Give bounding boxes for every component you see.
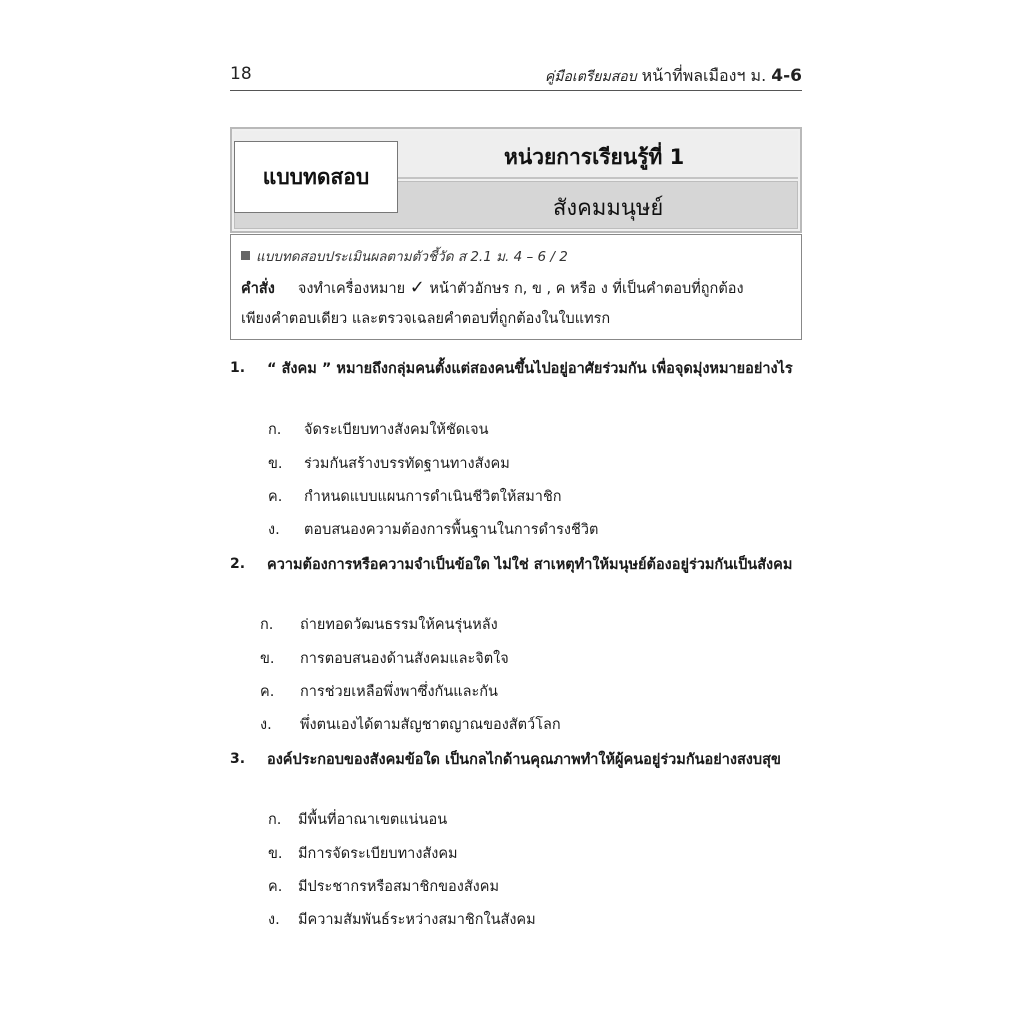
option-1-a[interactable] — [268, 418, 489, 441]
option-text: มีการจัดระเบียบทางสังคม — [298, 846, 458, 862]
option-letter: ก. — [260, 617, 274, 633]
option-2-b[interactable] — [260, 647, 509, 670]
instruction-line-2: เพียงคำตอบเดียว และตรวจเฉลยคำตอบที่ถูกต้องในใบแทรก — [241, 311, 611, 327]
question-text: ความต้องการหรือความจำเป็นข้อใด ไม่ใช่ สาเหตุทำให้มนุษย์ต้องอยู่ร่วมกันเป็นสังคม — [267, 557, 793, 573]
option-2-c[interactable] — [260, 680, 498, 703]
option-letter: ข. — [268, 846, 283, 862]
page-number: 18 — [230, 64, 252, 84]
option-3-c[interactable] — [268, 875, 499, 898]
option-letter: ก. — [268, 422, 282, 438]
unit-topic: สังคมมนุษย์ — [553, 196, 664, 221]
option-letter: ง. — [268, 912, 280, 928]
option-letter: ข. — [260, 651, 275, 667]
option-letter: ข. — [268, 456, 283, 472]
option-text: พึ่งตนเองได้ตามสัญชาตญาณของสัตว์โลก — [300, 717, 561, 733]
question-text: “ สังคม ” หมายถึงกลุ่มคนตั้งแต่สองคนขึ้นไปอยู่อาศัยร่วมกัน เพื่อจุดมุ่งหมายอย่างไร — [267, 361, 793, 377]
book-grade: 4-6 — [771, 66, 802, 86]
option-letter: ง. — [268, 522, 280, 538]
option-text: มีประชากรหรือสมาชิกของสังคม — [298, 879, 500, 895]
page-header — [230, 62, 802, 91]
option-text: ร่วมกันสร้างบรรทัดฐานทางสังคม — [304, 456, 510, 472]
unit-number: หน่วยการเรียนรู้ที่ 1 — [504, 145, 685, 169]
instruction-text-b: หน้าตัวอักษร ก, ข , ค หรือ ง ที่เป็นคำตอบที่ถูกต้อง — [429, 281, 744, 297]
option-1-b[interactable] — [268, 452, 510, 475]
test-label-box — [234, 141, 398, 213]
question-number: 3. — [230, 751, 246, 767]
instruction-text-a: จงทำเครื่องหมาย — [297, 281, 406, 297]
option-text: การช่วยเหลือพึ่งพาซึ่งกันและกัน — [300, 684, 498, 700]
indicator-line — [241, 245, 568, 267]
indicator-text: แบบทดสอบประเมินผลตามตัวชี้วัด ส 2.1 ม. 4 – 6 / 2 — [256, 249, 568, 265]
question-number: 2. — [230, 556, 246, 572]
test-label: แบบทดสอบ — [262, 164, 370, 189]
option-2-a[interactable] — [260, 613, 498, 636]
instruction-line-1 — [241, 277, 744, 300]
question-number: 1. — [230, 360, 246, 376]
option-3-d[interactable] — [268, 908, 536, 931]
option-text: ถ่ายทอดวัฒนธรรมให้คนรุ่นหลัง — [300, 617, 498, 633]
instructions-box — [230, 234, 802, 340]
book-series: คู่มือเตรียมสอบ — [544, 69, 637, 85]
option-text: มีความสัมพันธ์ระหว่างสมาชิกในสังคม — [298, 912, 536, 928]
book-subject: หน้าที่พลเมืองฯ ม. — [641, 66, 767, 85]
option-text: การตอบสนองด้านสังคมและจิตใจ — [300, 651, 509, 667]
option-1-d[interactable] — [268, 518, 598, 541]
option-letter: ก. — [268, 812, 282, 828]
square-bullet-icon — [241, 251, 250, 260]
command-label: คำสั่ง — [241, 281, 275, 297]
question-text: องค์ประกอบของสังคมข้อใด เป็นกลไกด้านคุณภาพทำให้ผู้คนอยู่ร่วมกันอย่างสงบสุข — [267, 752, 781, 768]
option-text: กำหนดแบบแผนการดำเนินชีวิตให้สมาชิก — [304, 489, 562, 505]
option-letter: ค. — [260, 684, 275, 700]
option-text: มีพื้นที่อาณาเขตแน่นอน — [298, 812, 448, 828]
book-title — [545, 64, 802, 89]
option-3-b[interactable] — [268, 842, 458, 865]
option-1-c[interactable] — [268, 485, 562, 508]
option-text: ตอบสนองความต้องการพื้นฐานในการดำรงชีวิต — [304, 522, 599, 538]
option-letter: ค. — [268, 489, 283, 505]
option-3-a[interactable] — [268, 808, 447, 831]
option-text: จัดระเบียบทางสังคมให้ชัดเจน — [304, 422, 489, 438]
option-letter: ง. — [260, 717, 272, 733]
option-letter: ค. — [268, 879, 283, 895]
option-2-d[interactable] — [260, 713, 561, 736]
check-mark-icon: ✓ — [409, 277, 425, 298]
